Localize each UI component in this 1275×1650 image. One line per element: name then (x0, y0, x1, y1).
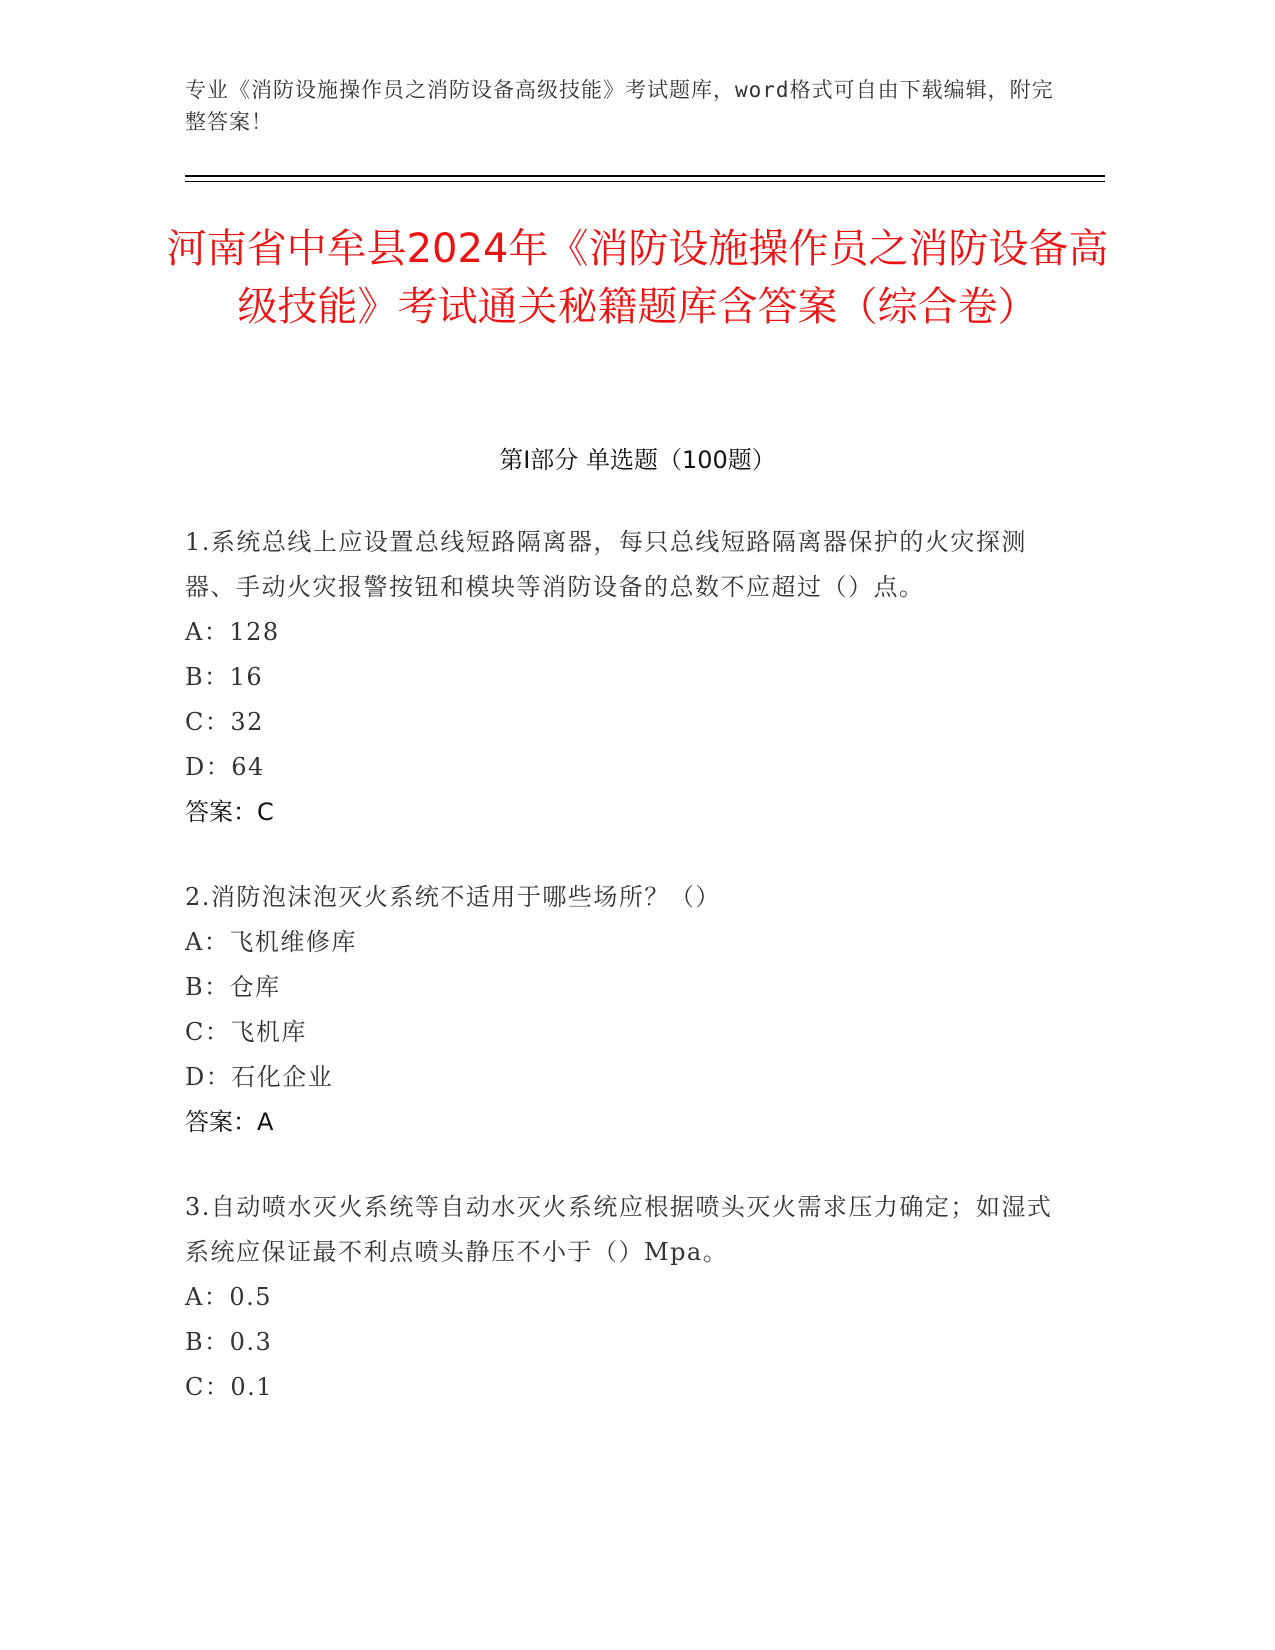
option-c: C：32 (185, 708, 264, 736)
header-rule-thick (185, 175, 1105, 177)
option-d: D：石化企业 (185, 1063, 334, 1091)
question-2 (185, 875, 1065, 1145)
option-b: B：0.3 (185, 1328, 273, 1356)
question-list (185, 520, 1065, 1450)
option-a: A：飞机维修库 (185, 928, 357, 956)
option-b: B：16 (185, 663, 264, 691)
option-a: A：128 (185, 618, 280, 646)
question-stem: 2.消防泡沫泡灭火系统不适用于哪些场所？（） (185, 883, 721, 911)
header-rule-thin (185, 181, 1105, 182)
question-stem: 3.自动喷水灭火系统等自动水灭火系统应根据喷头灭火需求压力确定；如湿式系统应保证最不利点喷头静压不小于（）Mpa。 (185, 1193, 1053, 1266)
option-c: C：飞机库 (185, 1018, 307, 1046)
option-a: A：0.5 (185, 1283, 272, 1311)
answer: 答案：C (185, 798, 274, 826)
answer: 答案：A (185, 1108, 274, 1136)
option-b: B：仓库 (185, 973, 281, 1001)
document-title: 河南省中牟县2024年《消防设施操作员之消防设备高级技能》考试通关秘籍题库含答案（综合卷） (166, 226, 1109, 330)
option-d: D：64 (185, 753, 265, 781)
section-title: 第Ⅰ部分 单选题（100题） (499, 446, 776, 474)
question-1 (185, 520, 1065, 835)
header-note: 专业《消防设施操作员之消防设备高级技能》考试题库，word格式可自由下载编辑，附完整答案！ (185, 78, 1054, 134)
question-stem: 1.系统总线上应设置总线短路隔离器，每只总线短路隔离器保护的火灾探测器、手动火灾报警按钮和模块等消防设备的总数不应超过（）点。 (185, 528, 1027, 601)
question-3 (185, 1185, 1065, 1410)
option-c: C：0.1 (185, 1373, 274, 1401)
